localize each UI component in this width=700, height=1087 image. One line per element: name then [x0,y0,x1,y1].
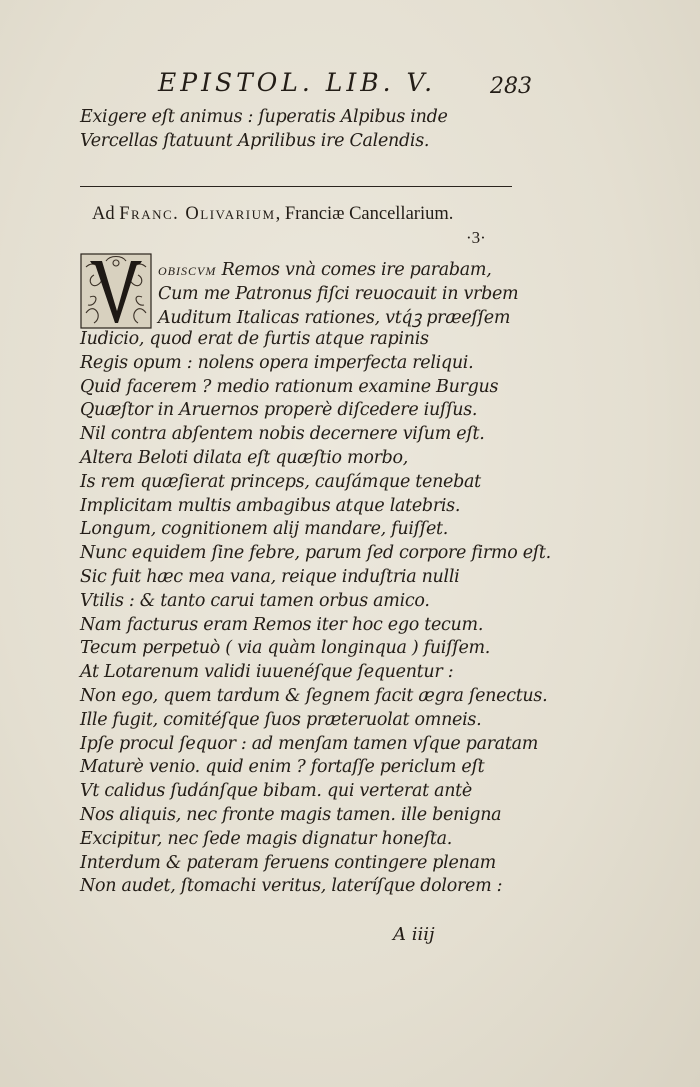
verse-line [158,258,518,283]
verse-line: Is rem quæſierat princeps, cauſámque tenebat [80,471,481,492]
letter-number: ·3· [466,228,486,247]
verse-line: Quæſtor in Aruernos properè diſcedere iuſſus. [80,400,478,421]
verse-line: Nil contra abſentem nobis decernere viſum eſt. [80,424,485,445]
verse-line: Nos aliquis, nec fronte magis tamen. ille benigna [80,804,502,825]
verse-line: Excipitur, nec ſede magis dignatur honeſta. [80,828,453,849]
signature-mark: A iiij [393,924,435,945]
verse-line: Maturè venio. quid enim ? fortaſſe periclum eſt [80,757,485,778]
verse-line: Nam facturus eram Remos iter hoc ego tecum. [80,614,484,635]
verse-line: Interdum & pateram feruens contingere plenam [80,852,496,873]
verse-line: Sic fuit hæc mea vana, reique induſtria nulli [80,566,460,587]
initial-verses [158,258,518,330]
page-header [0,68,700,102]
verse-line: Vtilis : & tanto carui tamen orbus amico. [80,590,430,611]
verse-line: Vt calidus ſudánſque bibam. qui verterat antè [80,781,472,802]
verse-line: At Lotarenum validi iuuenéſque ſequentur : [80,662,454,683]
carry-over-verses [80,106,448,154]
letter-title [92,204,453,225]
opening-word: obiscvm [158,259,217,279]
verse-line: Longum, cognitionem alij mandare, fuiſſet. [80,519,449,540]
verse-line: Cum me Patronus fiſci reuocauit in vrbem [158,283,519,304]
verse-line: Non audet, ſtomachi veritus, lateríſque dolorem : [80,876,503,897]
verse-line: Non ego, quem tardum & ſegnem facit ægra ſenectus. [80,685,548,706]
verse-line: Regis opum : nolens opera imperfecta reliqui. [80,352,474,373]
page-number: 283 [490,74,532,99]
verse-line: Vercellas ſtatuunt Aprilibus ire Calendis. [80,130,430,151]
verse-line: Auditum Italicas rationes, vtq́ꝫ præeſſem [158,307,511,328]
title-suffix: , Franciæ Cancellarium. [275,204,454,224]
letter-verses [80,328,551,899]
verse-line: Nunc equidem ſine febre, parum ſed corpore firmo eſt. [80,543,551,564]
decorated-initial-icon [80,253,152,329]
opening-line-rest: Remos vnà comes ire parabam, [216,260,492,280]
verse-line: Tecum perpetuò ( via quàm longinqua ) fuiſſem. [80,638,491,659]
verse-line: Ille fugit, comitéſque ſuos præteruolat omneis. [80,709,482,730]
section-rule [80,186,512,187]
verse-line: Ipſe procul ſequor : ad menſam tamen vſque paratam [80,733,539,754]
verse-line: Implicitam multis ambagibus atque latebris. [80,495,461,516]
verse-line: Altera Beloti dilata eſt quæſtio morbo, [80,447,409,468]
decorated-initial [80,253,152,329]
title-addressee: Franc. Olivarium [119,204,276,224]
title-prefix: Ad [92,204,120,224]
verse-line: Quid facerem ? medio rationum examine Burgus [80,376,499,397]
running-head: EPISTOL. LIB. V. [158,68,437,97]
verse-line: Iudicio, quod erat de furtis atque rapinis [80,329,429,349]
verse-line: Exigere eſt animus : ſuperatis Alpibus inde [80,107,448,127]
